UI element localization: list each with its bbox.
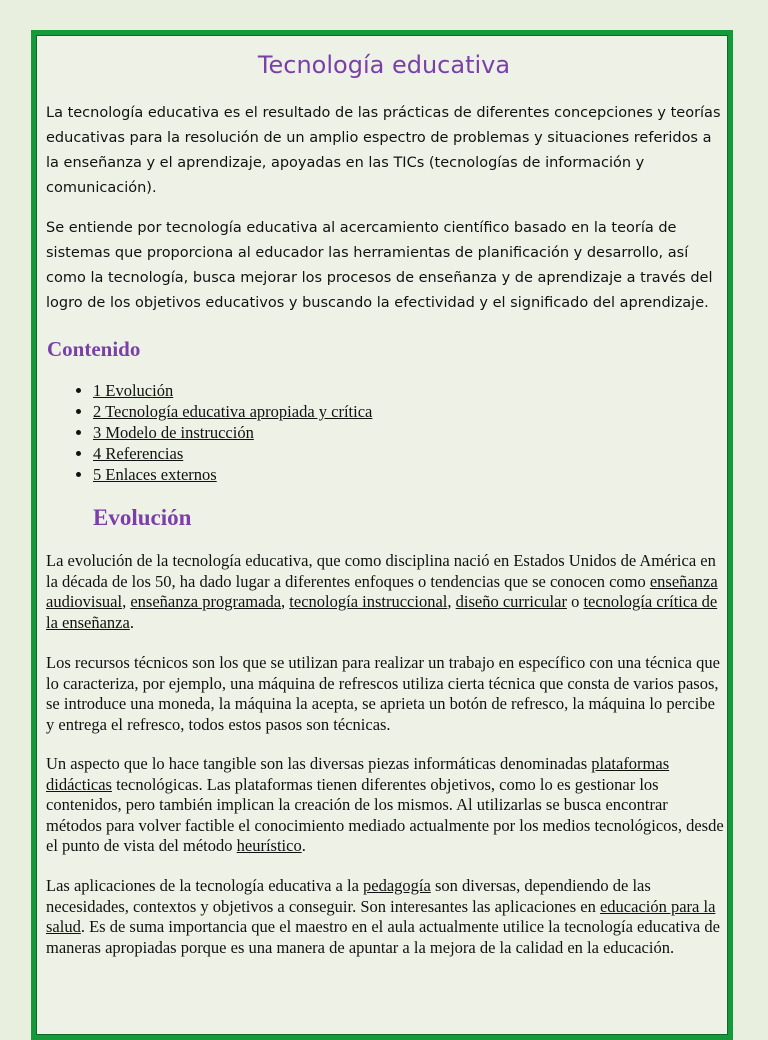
link-pedagogia[interactable]: pedagogía [363,876,431,895]
toc-link-tecnologia-apropiada[interactable]: 2 Tecnología educativa apropiada y crítica [93,402,373,421]
page-title: Tecnología educativa [257,51,511,79]
text-run: tecnológicas. Las plataformas tienen diferentes objetivos, como lo es gestionar los contenidos, pero también implican la creación de los mismos. Al utilizarlas se busca encontrar métodos para volver factible el conocimiento mediado actualmente por los medios tecnológicos, desde el punto de vista del método [46,774,724,855]
toc-link-modelo-instruccion[interactable]: 3 Modelo de instrucción [93,423,254,442]
link-plataformas-didacticas[interactable]: plataformas didácticas [46,754,670,794]
text-run: . [129,612,134,632]
text-run: Un aspecto que lo hace tangible son las diversas piezas informáticas denominadas [46,754,592,773]
contents-heading: Contenido [47,337,141,361]
text-run: , [447,592,456,611]
text-run: La evolución de la tecnología educativa, que como disciplina nació en Estados Unidos de América en la década de los 50, ha dado lugar a diferentes enfoques o tendencias que se conocen como [46,551,716,591]
link-tecnologia-critica[interactable]: tecnología crítica de la enseñanza [46,592,718,632]
text-run: . Es de suma importancia que el maestro en el aula actualmente utilice la tecnología educativa de maneras apropiadas porque es una manera de apuntar a la mejora de la calidad en la educación. [46,917,720,957]
evolucion-paragraph-2: Los recursos técnicos son los que se utilizan para realizar un trabajo en específico con una técnica que lo caracteriza, por ejemplo, una máquina de refrescos utiliza cierta técnica que consta de varios pasos, se introduce una moneda, la máquina la acepta, se aprieta un botón de refresco, la máquina lo percibe y entrega el refresco, todos estos pasos son técnicas. [46,653,720,734]
link-ensenanza-programada[interactable]: enseñanza programada [130,592,282,611]
evolucion-paragraph-3 [46,754,726,857]
toc-item [93,380,372,401]
link-ensenanza-audiovisual[interactable]: enseñanza audiovisual [46,571,718,611]
toc-link-enlaces-externos[interactable]: 5 Enlaces externos [93,465,217,484]
link-educacion-para-la-salud[interactable]: educación para la salud [46,896,716,936]
toc-item [93,401,372,422]
link-diseno-curricular[interactable]: diseño curricular [455,592,567,611]
text-run: , [281,592,290,611]
evolucion-paragraph-4 [46,876,726,958]
evolucion-paragraph-1 [46,551,726,633]
link-heuristico[interactable]: heurístico [236,836,302,855]
text-run: , [122,592,131,611]
text-run: o [566,592,584,611]
toc-item [93,422,372,443]
toc-item [93,443,372,464]
evolucion-heading: Evolución [93,505,192,530]
table-of-contents [46,380,372,485]
intro-paragraph-2: Se entiende por tecnología educativa al acercamiento científico basado en la teoría de sistemas que proporciona al educador las herramientas de planificación y desarrollo, así como la tecnología, busca mejorar los procesos de enseñanza y de aprendizaje a través del logro de los objetivos educativos y buscando la efectividad y el significado del aprendizaje. [46,220,713,311]
link-tecnologia-instruccional[interactable]: tecnología instruccional [289,592,448,611]
intro-paragraph-1: La tecnología educativa es el resultado de las prácticas de diferentes concepciones y teorías educativas para la resolución de un amplio espectro de problemas y situaciones referidos a la enseñanza y el aprendizaje, apoyadas en las TICs (tecnologías de información y comunicación). [46,105,721,196]
toc-link-evolucion[interactable]: 1 Evolución [93,381,174,400]
toc-item [93,464,372,485]
text-run: Las aplicaciones de la tecnología educativa a la [46,876,364,895]
toc-link-referencias[interactable]: 4 Referencias [93,444,184,463]
text-run: son diversas, dependiendo de las necesidades, contextos y objetivos a conseguir. Son interesantes las aplicaciones en [46,876,651,916]
text-run: . [301,836,306,855]
